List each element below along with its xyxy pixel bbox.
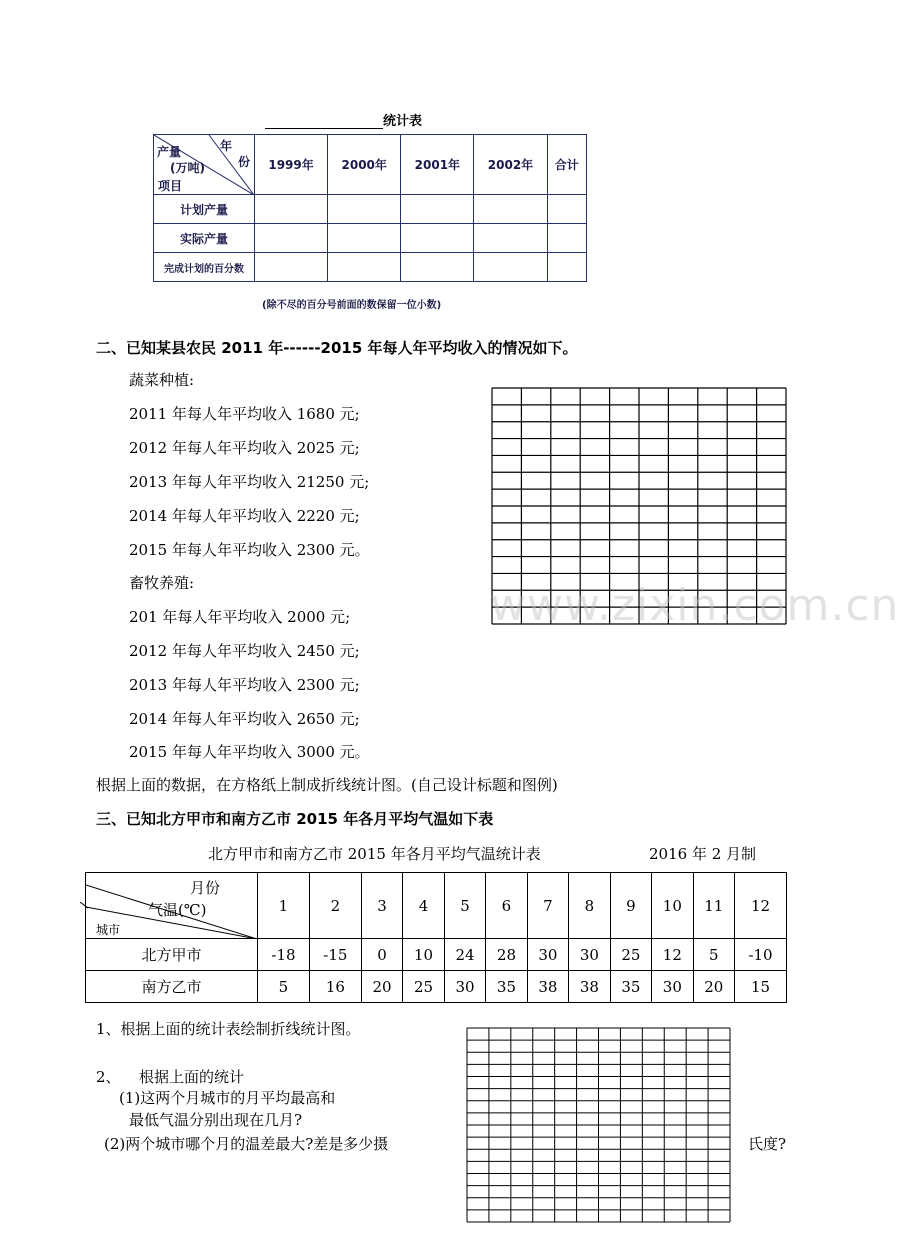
veg-line: 2014 年每人年平均收入 2220 元; — [129, 507, 360, 525]
temp-cell: -18 — [258, 939, 310, 971]
table2-made-date: 2016 年 2 月制 — [649, 845, 757, 863]
temp-cell: 24 — [444, 939, 485, 971]
veg-line: 2012 年每人年平均收入 2025 元; — [129, 439, 360, 457]
empty-cell — [255, 224, 328, 253]
temp-cell: 28 — [486, 939, 527, 971]
empty-cell — [401, 224, 474, 253]
month-header: 5 — [444, 873, 485, 939]
animal-line: 2014 年每人年平均收入 2650 元; — [129, 710, 360, 728]
corner-fen-label: 份 — [238, 155, 251, 169]
temperature-table — [85, 872, 787, 1003]
temp-cell: 38 — [569, 971, 610, 1003]
empty-cell — [547, 224, 586, 253]
question-2-text: 根据上面的统计 — [139, 1068, 245, 1086]
month-header: 2 — [309, 873, 361, 939]
table-row — [86, 971, 787, 1003]
temp-cell: 25 — [610, 939, 651, 971]
empty-cell — [547, 253, 586, 282]
question-2-2: (2)两个城市哪个月的温差最大?差是多少摄 — [104, 1135, 389, 1153]
table2-corner-cell — [86, 873, 258, 939]
col-header: 2001年 — [401, 135, 474, 195]
empty-cell — [328, 253, 401, 282]
question-1: 1、根据上面的统计表绘制折线统计图。 — [96, 1020, 361, 1038]
col-header: 1999年 — [255, 135, 328, 195]
table-row — [154, 195, 587, 224]
temp-cell: 35 — [486, 971, 527, 1003]
empty-cell — [328, 195, 401, 224]
temp-cell: 5 — [258, 971, 310, 1003]
temp-cell: 0 — [361, 939, 402, 971]
section2-instruction: 根据上面的数据，在方格纸上制成折线统计图。(自己设计标题和图例) — [96, 776, 558, 794]
empty-cell — [547, 195, 586, 224]
veg-label: 蔬菜种植: — [129, 371, 195, 389]
animal-line: 2013 年每人年平均收入 2300 元; — [129, 676, 360, 694]
grid-paper-2 — [466, 1027, 731, 1223]
question-2-number: 2、 — [96, 1068, 121, 1086]
temp-cell: 35 — [610, 971, 651, 1003]
temp-cell: 15 — [735, 971, 787, 1003]
month-header: 3 — [361, 873, 402, 939]
temp-cell: 25 — [403, 971, 444, 1003]
month-header: 8 — [569, 873, 610, 939]
veg-line: 2013 年每人年平均收入 21250 元; — [129, 473, 370, 491]
temp-cell: 30 — [527, 939, 568, 971]
col-header: 2002年 — [474, 135, 547, 195]
row-header: 实际产量 — [154, 224, 255, 253]
empty-cell — [474, 224, 547, 253]
temp-cell: 20 — [693, 971, 734, 1003]
empty-cell — [255, 253, 328, 282]
veg-line: 2011 年每人年平均收入 1680 元; — [129, 405, 360, 423]
month-header: 9 — [610, 873, 651, 939]
question-2-1b: 最低气温分别出现在几月? — [129, 1111, 303, 1129]
animal-line: 2015 年每人年平均收入 3000 元。 — [129, 743, 370, 761]
temp-cell: 16 — [309, 971, 361, 1003]
animal-label: 畜牧养殖: — [129, 574, 195, 592]
empty-cell — [401, 195, 474, 224]
month-header: 7 — [527, 873, 568, 939]
temp-cell: 10 — [403, 939, 444, 971]
question-2-2-end: 氏度? — [748, 1135, 787, 1153]
city-name: 南方乙市 — [86, 971, 258, 1003]
table-row — [154, 253, 587, 282]
empty-cell — [328, 224, 401, 253]
temp-cell: 20 — [361, 971, 402, 1003]
table1-note: (除不尽的百分号前面的数保留一位小数) — [262, 300, 442, 311]
temp-cell: 30 — [444, 971, 485, 1003]
empty-cell — [474, 195, 547, 224]
corner-city-label: 城市 — [96, 923, 121, 937]
temp-cell: -10 — [735, 939, 787, 971]
empty-cell — [474, 253, 547, 282]
corner-unit-label: (万吨) — [170, 161, 205, 175]
temp-cell: 30 — [652, 971, 693, 1003]
corner-month-label: 月份 — [190, 879, 221, 897]
temp-cell: 12 — [652, 939, 693, 971]
corner-temp-label: 气温(℃) — [148, 901, 207, 919]
corner-item-label: 项目 — [158, 179, 183, 193]
table-row — [154, 224, 587, 253]
row-header: 计划产量 — [154, 195, 255, 224]
month-header: 12 — [735, 873, 787, 939]
col-header: 2000年 — [328, 135, 401, 195]
temp-cell: 30 — [569, 939, 610, 971]
table2-title: 北方甲市和南方乙市 2015 年各月平均气温统计表 — [208, 845, 541, 863]
corner-output-label: 产量 — [157, 145, 182, 159]
month-header: 4 — [403, 873, 444, 939]
empty-cell — [401, 253, 474, 282]
temp-cell: -15 — [309, 939, 361, 971]
temp-cell: 38 — [527, 971, 568, 1003]
title-blank — [265, 116, 383, 129]
month-header: 1 — [258, 873, 310, 939]
animal-line: 201 年每人年平均收入 2000 元; — [129, 608, 351, 626]
veg-line: 2015 年每人年平均收入 2300 元。 — [129, 541, 370, 559]
watermark: www.zixin.com.cn — [490, 580, 900, 631]
table1-title: 统计表 — [265, 110, 422, 129]
temp-cell: 5 — [693, 939, 734, 971]
month-header: 11 — [693, 873, 734, 939]
animal-line: 2012 年每人年平均收入 2450 元; — [129, 642, 360, 660]
corner-year-label: 年 — [220, 139, 233, 153]
section2-heading: 二、已知某县农民 2011 年------2015 年每人年平均收入的情况如下。 — [96, 339, 578, 357]
section3-heading: 三、已知北方甲市和南方乙市 2015 年各月平均气温如下表 — [96, 810, 494, 828]
city-name: 北方甲市 — [86, 939, 258, 971]
production-table — [153, 134, 587, 282]
question-2-1a: (1)这两个月城市的月平均最高和 — [119, 1089, 336, 1107]
table-row — [86, 939, 787, 971]
col-header: 合计 — [547, 135, 586, 195]
empty-cell — [255, 195, 328, 224]
month-header: 6 — [486, 873, 527, 939]
month-header: 10 — [652, 873, 693, 939]
table1-corner-cell — [154, 135, 255, 195]
row-header: 完成计划的百分数 — [154, 253, 255, 282]
